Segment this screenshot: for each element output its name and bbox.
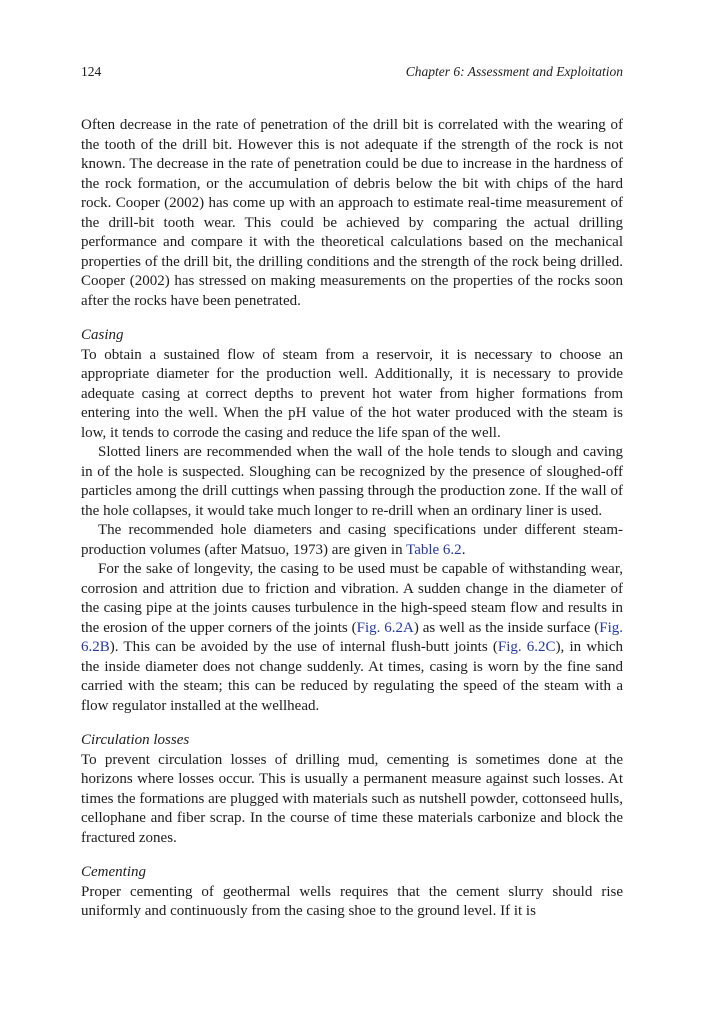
paragraph: The recommended hole diameters and casing specifications under different steam-production volumes (after Matsuo, 1973) are given in Table 6.2. (81, 522, 623, 558)
page-number: 124 (81, 64, 102, 79)
paragraph: Slotted liners are recommended when the wall of the hole tends to slough and caving in of the hole is suspected. Sloughing can be recognized by the presence of sloughed-off particles among the drill cuttings when passing through the production zone. If the wall of the hole collapses, it would take much longer to re-drill when an ordinary liner is used. (81, 444, 623, 519)
paragraph: Proper cementing of geothermal wells requires that the cement slurry should rise uniformly and continuously from the casing shoe to the ground level. If it is (81, 883, 623, 919)
cross-reference-link[interactable]: Fig. 6.2C (497, 639, 556, 655)
section-heading: Cementing (81, 864, 146, 880)
cross-reference-link[interactable]: Fig. 6.2B (81, 619, 623, 655)
cross-reference-link[interactable]: Table 6.2 (406, 541, 462, 558)
paragraph: To obtain a sustained flow of steam from a reservoir, it is necessary to choose an appropriate diameter for the production well. Additionally, it is necessary to provide adequate casing at correct depths to prevent hot water from higher formations from entering into the well. When the pH value of the hot water produced with the steam is low, it tends to corrode the casing and reduce the life span of the well. (81, 346, 623, 441)
running-header (81, 64, 623, 80)
paragraph: Often decrease in the rate of penetration of the drill bit is correlated with the wearing of the tooth of the drill bit. However this is not adequate if the strength of the rock is not known. The decrease in the rate of penetration could be due to increase in the hardness of the rock formation, or the accumulation of debris below the bit with chips of the hard rock. Cooper (2002) has come up with an approach to estimate real-time measurement of the drill-bit tooth wear. This could be achieved by comparing the actual drilling performance and compare it with the theoretical calculations based on the mechanical properties of the drill bit, the drilling conditions and the strength of the rock being drilled. Cooper (2002) has stressed on making measurements on the properties of the rocks soon after the rocks have been penetrated. (81, 117, 623, 309)
running-title: Chapter 6: Assessment and Exploitation (405, 64, 623, 79)
cross-reference-link[interactable]: Fig. 6.2A (356, 619, 414, 636)
page-body (81, 116, 623, 922)
paragraph: To prevent circulation losses of drilling mud, cementing is sometimes done at the horizons where losses occur. This is usually a permanent measure against such losses. At times the formations are plugged with materials such as nutshell powder, cottonseed hulls, cellophane and fiber scrap. In the course of time these materials carbonize and block the fractured zones. (81, 751, 623, 846)
section-heading: Circulation losses (81, 732, 190, 748)
paragraph: For the sake of longevity, the casing to be used must be capable of withstanding wear, corrosion and attrition due to friction and vibration. A sudden change in the diameter of the casing pipe at the joints causes turbulence in the high-speed steam flow and results in the erosion of the upper corners of the joints (Fig. 6.2A) as well as the inside surface (Fig. 6.2B). This can be avoided by the use of internal flush-butt joints (Fig. 6.2C), in which the inside diameter does not change suddenly. At times, casing is worn by the fine sand carried with the steam; this can be reduced by regulating the speed of the steam with a flow regulator installed at the wellhead. (81, 561, 623, 714)
section-heading: Casing (81, 327, 124, 343)
